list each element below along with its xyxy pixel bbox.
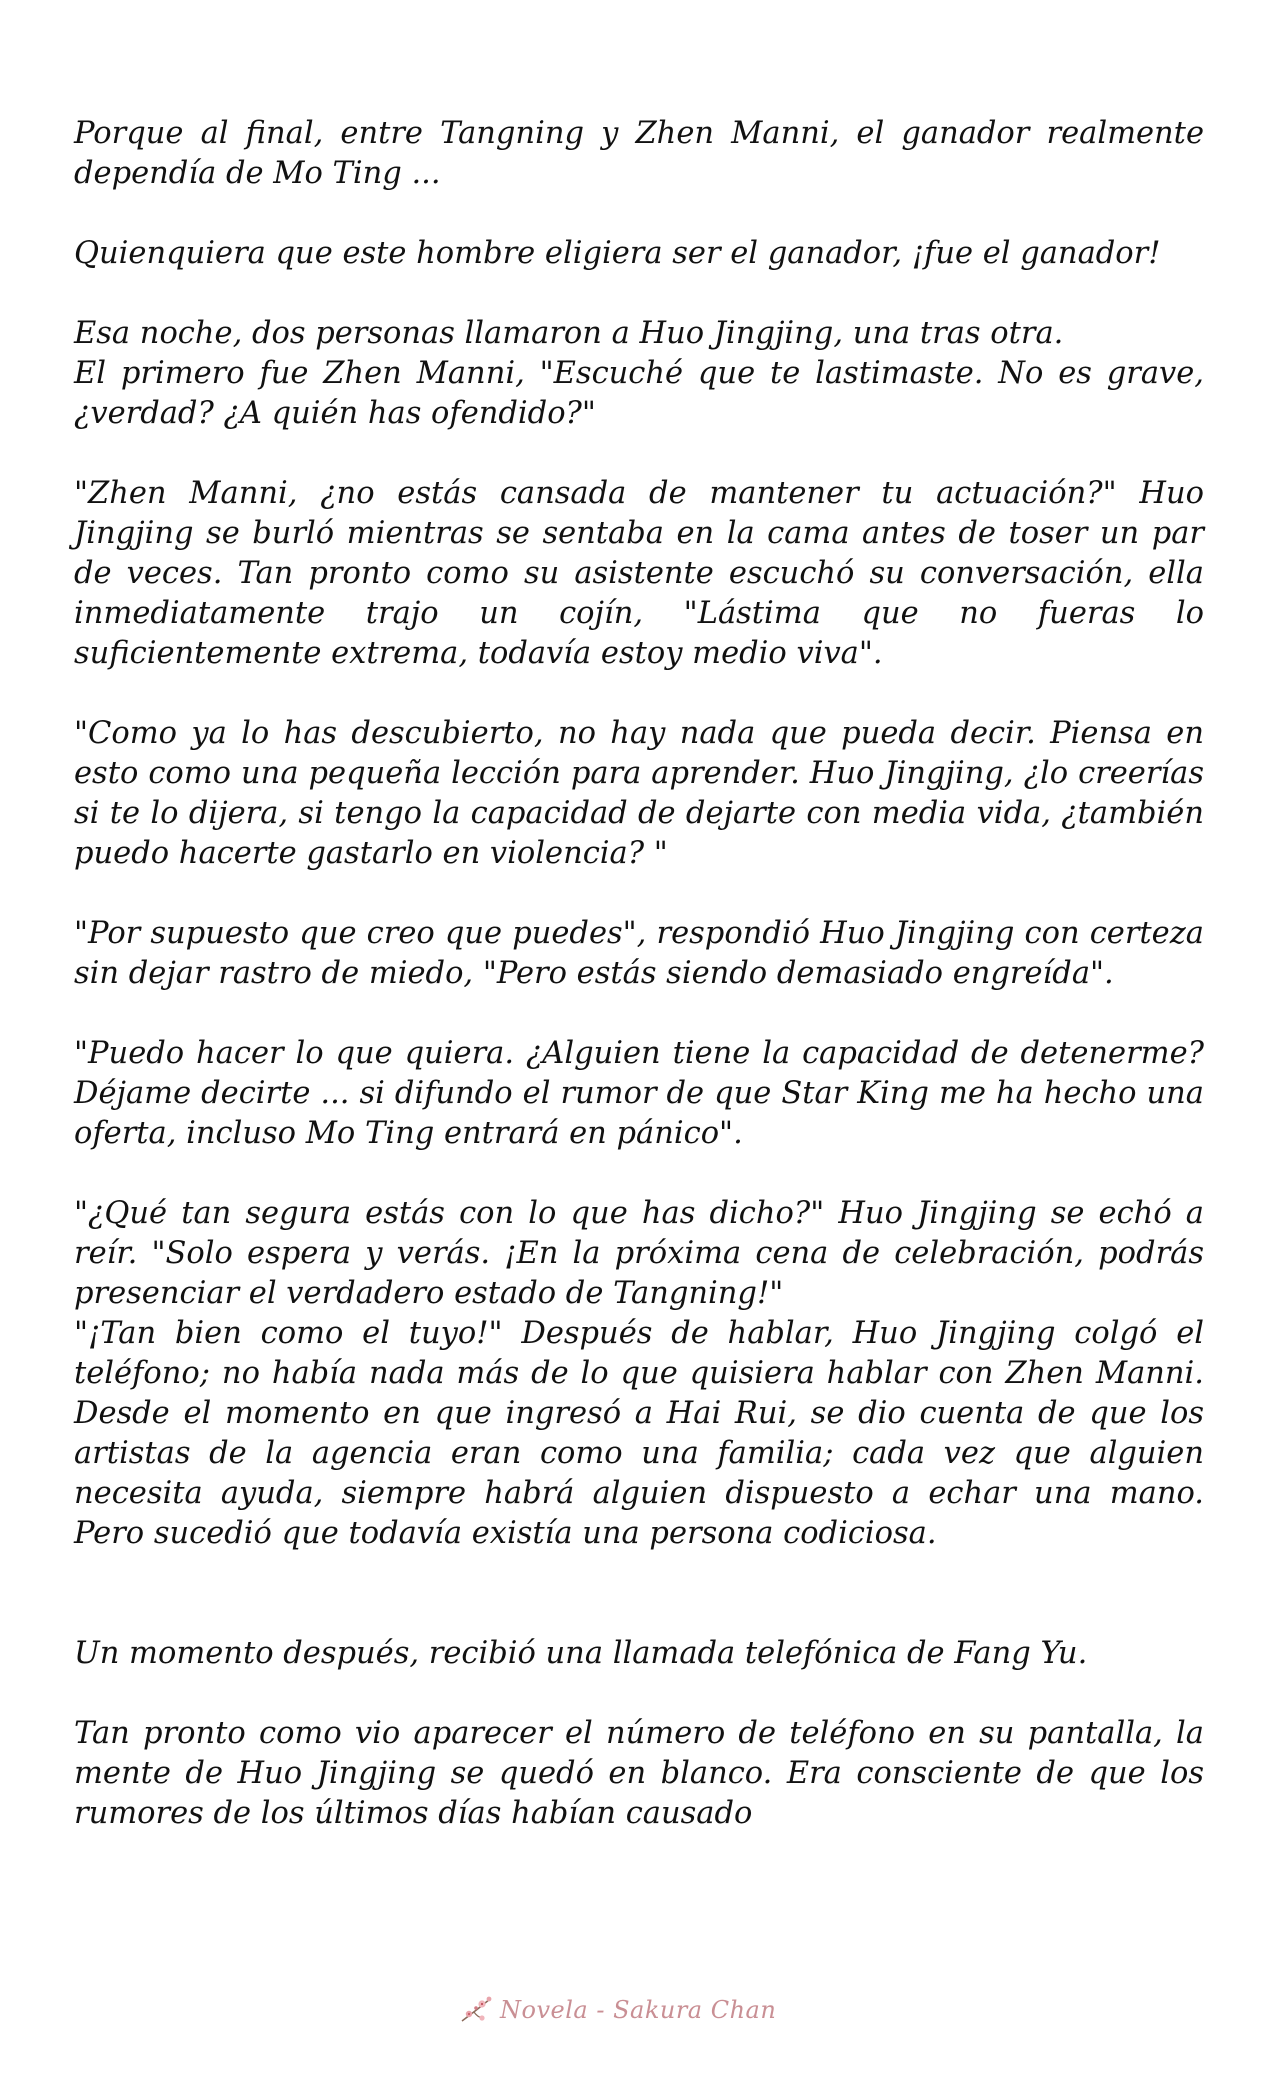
watermark-text: Novela - Sakura Chan [500,1996,777,2024]
document-body [74,114,1204,1834]
paragraph: Tan pronto como vio aparecer el número de teléfono en su pantalla, la mente de Huo Jingjing se quedó en blanco. Era consciente de que los rumores de los últimos días habían causado [74,1716,1204,1831]
paragraph: "Puedo hacer lo que quiera. ¿Alguien tiene la capacidad de detenerme? Déjame decirte ... si difundo el rumor de que Star King me ha hecho una oferta, incluso Mo Ting entrará en pánico". [74,1036,1204,1151]
paragraph: Quienquiera que este hombre eligiera ser el ganador, ¡fue el ganador! [74,236,1161,271]
paragraph: "Zhen Manni, ¿no estás cansada de mantener tu actuación?" Huo Jingjing se burló mientras se sentaba en la cama antes de toser un par de veces. Tan pronto como su asistente escuchó su conversación, ella inmediatamente trajo un cojín, "Lástima que no fueras lo suficientemente extrema, todavía estoy medio viva". [74,476,1204,671]
paragraph: "¿Qué tan segura estás con lo que has dicho?" Huo Jingjing se echó a reír. "Solo espera y verás. ¡En la próxima cena de celebración, podrás presenciar el verdadero estado de Tangning!" "¡Tan bien como el tuyo!" Después de hablar, Huo Jingjing colgó el teléfono; no había nada más de lo que quisiera hablar con Zhen Manni. Desde el momento en que ingresó a Hai Rui, se dio cuenta de que los artistas de la agencia eran como una familia; cada vez que alguien necesita ayuda, siempre habrá alguien dispuesto a echar una mano. Pero sucedió que todavía existía una persona codiciosa. [74,1196,1204,1551]
paragraph: Esa noche, dos personas llamaron a Huo Jingjing, una tras otra. El primero fue Zhen Manni, "Escuché que te lastimaste. No es grave, ¿verdad? ¿A quién has ofendido?" [74,316,1204,431]
paragraph: Un momento después, recibió una llamada telefónica de Fang Yu. [74,1636,1088,1671]
watermark [460,1990,776,2030]
paragraph: Porque al final, entre Tangning y Zhen Manni, el ganador realmente dependía de Mo Ting ... [74,116,1204,191]
paragraph: "Por supuesto que creo que puedes", respondió Huo Jingjing con certeza sin dejar rastro de miedo, "Pero estás siendo demasiado engreída". [74,916,1204,991]
sakura-branch-icon [460,1995,494,2025]
paragraph: "Como ya lo has descubierto, no hay nada que pueda decir. Piensa en esto como una pequeña lección para aprender. Huo Jingjing, ¿lo creerías si te lo dijera, si tengo la capacidad de dejarte con media vida, ¿también puedo hacerte gastarlo en violencia? " [74,716,1204,871]
